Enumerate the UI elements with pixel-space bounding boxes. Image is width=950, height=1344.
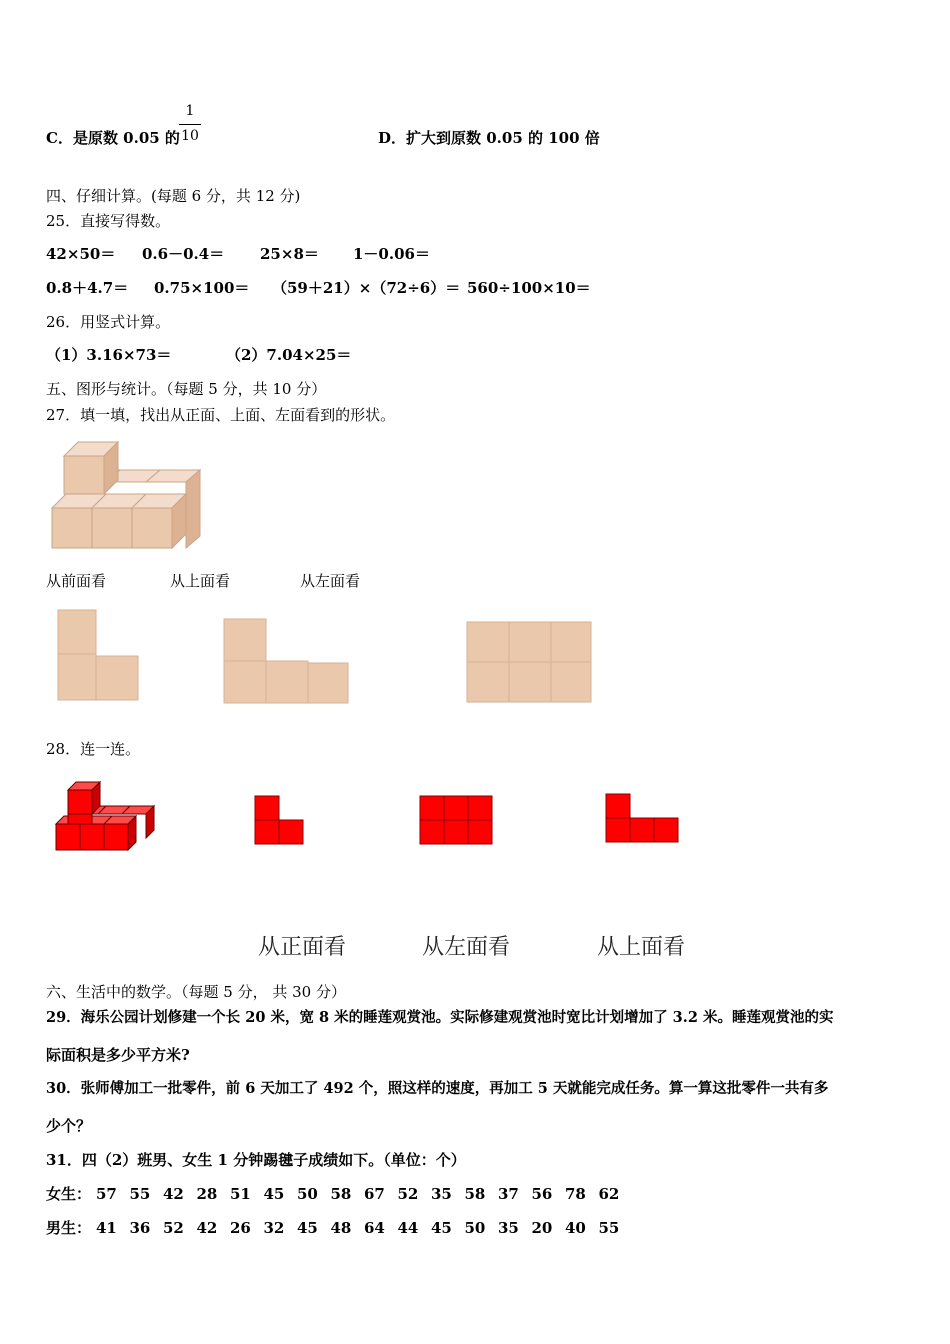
girls-score: 51 xyxy=(230,1185,251,1203)
q27-label-top: 从上面看 xyxy=(170,572,231,590)
q25-row2-item: 560÷100×10＝ xyxy=(467,279,591,297)
girls-score: 50 xyxy=(297,1185,318,1203)
boys-score-row xyxy=(46,1218,632,1238)
boys-score: 48 xyxy=(330,1219,352,1237)
q28-title: 28．连一连。 xyxy=(46,740,141,758)
girls-score: 28 xyxy=(196,1185,218,1203)
q25-row2-item: 0.8＋4.7＝ xyxy=(46,279,129,297)
q25-row1-item: 0.6－0.4＝ xyxy=(142,245,225,263)
girls-score: 57 xyxy=(96,1185,117,1203)
girls-score-row xyxy=(46,1184,632,1204)
boys-score: 45 xyxy=(297,1219,318,1237)
fraction-denominator: 10 xyxy=(181,128,199,144)
girls-score: 67 xyxy=(364,1185,385,1203)
boys-score: 36 xyxy=(129,1219,151,1237)
girls-score: 62 xyxy=(598,1185,620,1203)
q25-row1-item: 42×50＝ xyxy=(46,245,116,263)
q27-view-shape-c xyxy=(466,621,606,711)
q27-cube-figure xyxy=(48,436,208,556)
q30-line1: 30．张师傅加工一批零件，前 6 天加工了 492 个，照这样的速度，再加工 5 天就能完成任务。算一算这批零件一共有多 xyxy=(46,1080,829,1097)
boys-score: 40 xyxy=(565,1219,586,1237)
boys-score: 44 xyxy=(397,1219,419,1237)
section6-heading: 六、生活中的数学。（每题 5 分， 共 30 分） xyxy=(46,983,346,1001)
girls-score: 42 xyxy=(163,1185,184,1203)
q27-label-front: 从前面看 xyxy=(46,572,107,590)
q28-label-top: 从上面看 xyxy=(597,935,686,960)
q28-view-shape-c xyxy=(605,793,695,853)
q25-row1-item: 1－0.06＝ xyxy=(353,245,430,263)
q28-label-front: 从正面看 xyxy=(258,935,347,960)
q25-title: 25．直接写得数。 xyxy=(46,212,171,230)
boys-score: 20 xyxy=(531,1219,553,1237)
q25-row1-item: 25×8＝ xyxy=(260,245,319,263)
fraction-numerator: 1 xyxy=(185,103,195,119)
girls-score: 78 xyxy=(565,1185,586,1203)
boys-score: 55 xyxy=(598,1219,620,1237)
boys-score: 35 xyxy=(498,1219,519,1237)
boys-score: 45 xyxy=(431,1219,452,1237)
q31-title: 31．四（2）班男、女生 1 分钟踢毽子成绩如下。（单位：个） xyxy=(46,1151,466,1169)
boys-score: 26 xyxy=(230,1219,251,1237)
q25-row2-item: 0.75×100＝ xyxy=(154,279,250,297)
girls-score: 35 xyxy=(431,1185,452,1203)
girls-label: 女生： xyxy=(46,1185,92,1203)
girls-score: 58 xyxy=(464,1185,486,1203)
girls-score: 58 xyxy=(330,1185,352,1203)
boys-score: 41 xyxy=(96,1219,117,1237)
section5-heading: 五、图形与统计。（每题 5 分，共 10 分） xyxy=(46,380,327,398)
q26-title: 26．用竖式计算。 xyxy=(46,313,171,331)
section4-heading: 四、仔细计算。(每题 6 分，共 12 分) xyxy=(46,187,301,205)
boys-label: 男生： xyxy=(46,1219,92,1237)
q27-title: 27．填一填，找出从正面、上面、左面看到的形状。 xyxy=(46,406,396,424)
q29-line2: 际面积是多少平方米? xyxy=(46,1046,190,1064)
q27-label-left: 从左面看 xyxy=(300,572,361,590)
q25-row2-item: （59＋21）×（72÷6）＝ xyxy=(272,279,461,297)
q30-line2: 少个？ xyxy=(46,1117,92,1135)
girls-score: 37 xyxy=(498,1185,519,1203)
q28-view-shape-a xyxy=(254,795,314,855)
option-d-text: D．扩大到原数 0.05 的 100 倍 xyxy=(378,129,600,147)
q28-cube-figure xyxy=(54,780,164,860)
q27-view-shape-b xyxy=(222,617,362,717)
q28-view-shape-b xyxy=(419,795,499,855)
boys-score: 52 xyxy=(163,1219,184,1237)
girls-score: 52 xyxy=(397,1185,419,1203)
q26-item: （1）3.16×73＝ xyxy=(46,346,172,364)
girls-score: 56 xyxy=(531,1185,553,1203)
q27-view-shape-a xyxy=(56,608,146,708)
q28-label-left: 从左面看 xyxy=(422,935,511,960)
boys-score: 32 xyxy=(263,1219,285,1237)
boys-score: 42 xyxy=(196,1219,218,1237)
girls-score: 55 xyxy=(129,1185,151,1203)
girls-score: 45 xyxy=(263,1185,285,1203)
fraction-bar xyxy=(179,124,201,125)
option-c-text: C．是原数 0.05 的 xyxy=(46,129,180,147)
boys-score: 64 xyxy=(364,1219,385,1237)
boys-score: 50 xyxy=(464,1219,486,1237)
q26-item: （2）7.04×25＝ xyxy=(226,346,352,364)
q29-line1: 29．海乐公园计划修建一个长 20 米，宽 8 米的睡莲观赏池。实际修建观赏池时宽比计划增加了 3.2 米。睡莲观赏池的实 xyxy=(46,1009,834,1026)
